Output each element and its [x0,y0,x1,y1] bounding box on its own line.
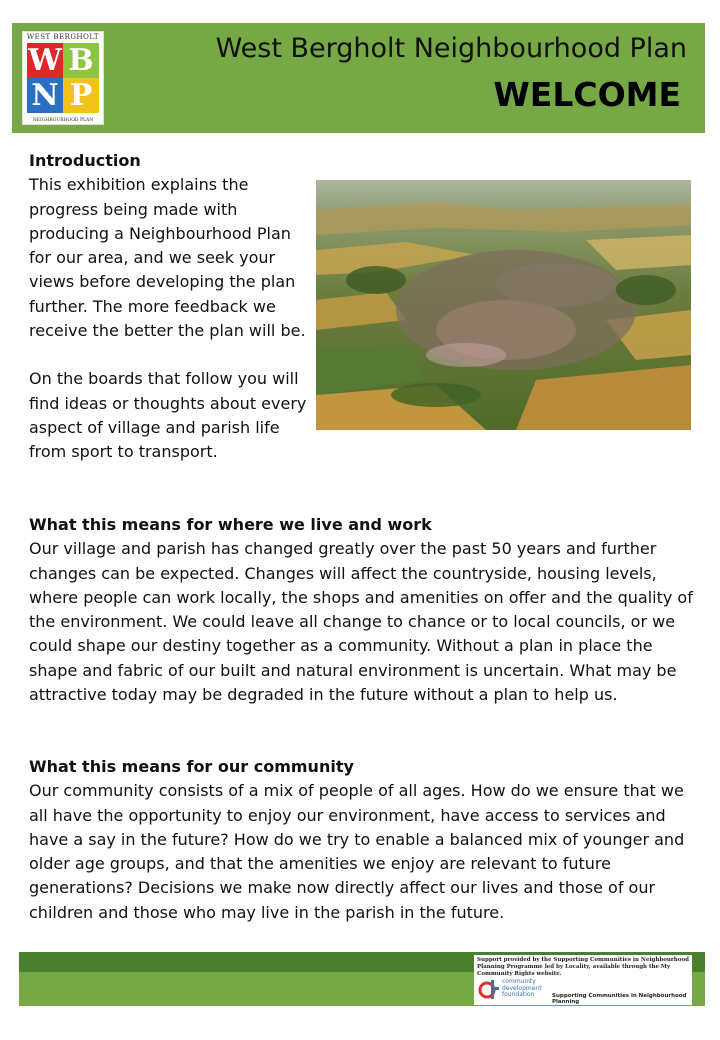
intro-section [29,149,314,465]
community-body: Our community consists of a mix of people of all ages. How do we ensure that we all have the opportunity to enjoy our environment, have access to services and have a say in the future? How do we try to enable a balanced mix of younger and older age groups, and that the amenities we enjoy are relevant to future generations? Decisions we make now directly affect our lives and those of our children and those who may live in the parish in the future. [29,781,685,922]
intro-paragraph-1: This exhibition explains the progress being made with producing a Neighbourhood Plan for our area, and we seek your views before developing the plan further. The more feedback we receive the better the plan will be. [29,175,306,341]
community-heading: What this means for our community [29,757,354,776]
logo-letter-w: W [28,43,62,78]
logo-top-text: WEST BERGHOLT [26,33,100,41]
logo-letter-n: N [27,78,63,113]
page-title: West Bergholt Neighbourhood Plan [215,33,687,64]
live-work-body: Our village and parish has changed greatly over the past 50 years and further changes can be expected. Changes will affect the countryside, housing levels, where people can work locally, the shops and amenities on offer and the quality of the environment. We could leave all change to chance or to local councils, or we could shape our destiny together as a community. Without a plan in place the shape and fabric of our built and natural environment is uncertain. What may be attractive today may be degraded in the future without a plan to help us. [29,539,693,705]
aerial-village-photo [316,180,691,430]
logo-bottom-text: NEIGHBOURHOOD PLAN [32,118,94,123]
logo-letter-p: P [63,78,99,113]
support-credit-box [474,955,692,1005]
cdf-name: community development foundation [502,978,542,998]
live-work-heading: What this means for where we live and work [29,515,432,534]
live-work-section [29,513,699,707]
scnp-text: Supporting Communities in Neighbourhood Planning [552,993,687,1005]
intro-heading: Introduction [29,151,141,170]
cdf-logo-icon [478,977,500,1001]
wbnp-logo [22,31,104,125]
header-banner [12,23,705,133]
logo-letter-b: B [63,43,99,78]
support-text: Support provided by the Supporting Communities in Neighbourhood Planning Programme led by Locality, available through the My Community Rights website. [477,957,689,977]
intro-paragraph-2: On the boards that follow you will find ideas or thoughts about every aspect of village and parish life from sport to transport. [29,369,307,462]
page-subtitle: WELCOME [493,75,681,114]
community-section [29,755,699,925]
